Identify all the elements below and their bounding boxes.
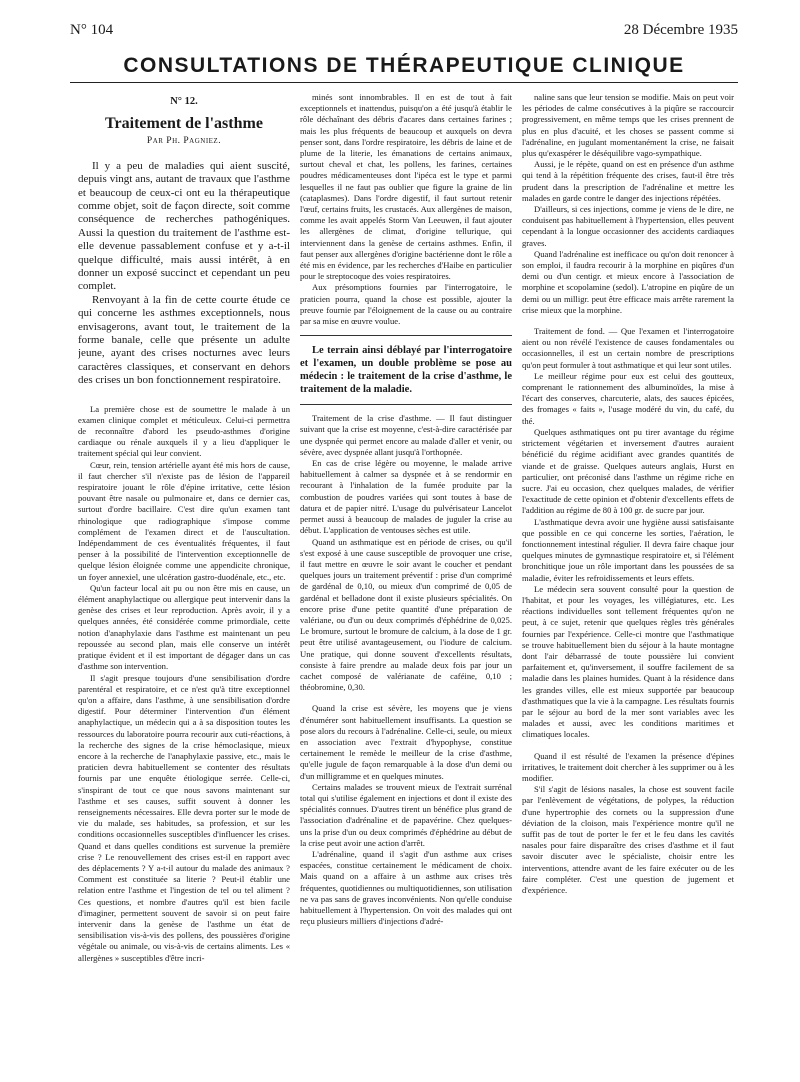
paragraph: Aussi, je le répète, quand on est en présence d'un asthme qui tend à la répétition fréquente des crises, faut-il être très prudent dans la prescription de l'adrénaline et mettre les malades en garde contre le danger des injections répétées.	[522, 159, 734, 203]
paragraph: Qu'un facteur local ait pu ou non être mis en cause, un élément anaphylactique ou allergique peut intervenir dans la genèse des crises et leur reproduction. Après avoir, il y a quelques années, été considérée comme primordiale, cette notion d'anaphylaxie dans l'asthme est maintenant un peu repoussée au second plan, mais elle conserve un intérêt pratique évident et il est important de dégager dans un cas d'asthme son intervention.	[78, 582, 290, 672]
column-3	[522, 92, 734, 1077]
paragraph: Quand l'adrénaline est inefficace ou qu'on doit renoncer à son emploi, il faudra recourir à la morphine en piqûres d'un demi ou d'un centigr. et mieux encore à l'association de morphine et scopolamine (sedol). L'atropine en piqûre de un demi ou un milligr. peut être efficace mais arrête rarement la crise mieux que la morphine.	[522, 248, 734, 315]
section-title: CONSULTATIONS DE THÉRAPEUTIQUE CLINIQUE	[123, 54, 685, 77]
paragraph: En cas de crise légère ou moyenne, le malade arrive habituellement à calmer sa dyspnée et à se rendormir en recourant à l'inhalation de la fumée produite par la combustion de poudres variées qui sont toutes à base de datura et de papier nitré. L'usage du pulvérisateur Lancelot permet aussi à beaucoup de malades de juguler la crise au début. L'application de ventouses sèches est utile.	[300, 458, 512, 536]
article-author: Par Ph. Pagniez.	[146, 135, 222, 146]
paragraph: Quand la crise est sévère, les moyens que je viens d'énumérer sont habituellement insuffisants. La question se pose alors du recours à l'adrénaline. Celle-ci, seule, ou mieux en association avec l'extrait d'hypophyse, constitue certainement le remède le meilleur de la crise d'asthme, qu'elle jugule de façon remarquable à la dose d'un demi ou d'un milligramme et en quelques minutes.	[300, 703, 512, 781]
column-2	[300, 92, 512, 1077]
paragraph: Cœur, rein, tension artérielle ayant été mis hors de cause, il faut chercher s'il n'existe pas de lésion de l'appareil respiratoire jouant le rôle d'épine irritative, cette lésion pouvant être nasale ou pulmonaire et, dans ce dernier cas, surtout d'ordre bacillaire. C'est dire qu'un examen tant rhinologique que radiographique s'impose comme complément de l'examen direct et de l'auscultation. Indépendamment de ces éventualités fréquentes, il faut penser à la possibilité de l'intervention exceptionnelle de quelque lésion éloignée comme une appendicite chronique, un foyer annexiel, une ulcération gastro-duodénale, etc., etc.	[78, 459, 290, 582]
paragraph: Quand il est résulté de l'examen la présence d'épines irritatives, le traitement doit chercher à les supprimer ou à les modifier.	[522, 750, 734, 783]
paragraph: Quelques asthmatiques ont pu tirer avantage du régime strictement végétarien et inversement d'autres auraient bénéficié du régime acidifiant avec grandes quantités de viande et de graisse. Quelques auteurs anglais, Hurst en particulier, ont préconisé dans l'asthme un régime riche en sucre. J'ai eu occasion, chez quelques malades, de vérifier l'exactitude de cette opinion et d'obtenir d'excellents effets de l'addition au régime de 80 à 100 gr. de sucre par jour.	[522, 426, 734, 516]
article-title: Traitement de l'asthme	[105, 114, 263, 132]
paragraph: naline sans que leur tension se modifie. Mais on peut voir les périodes de calme consécutives à la piqûre se raccourcir progressivement, en même temps que les crises prennent de plus en plus d'acuité, et les choses se passent comme si l'adrénaline, en jugulant momentanément la crise, ne faisait plus qu'exaspérer le déséquilibre vago-sympathique.	[522, 92, 734, 159]
paragraph: Renvoyant à la fin de cette courte étude ce qui concerne les asthmes exceptionnels, nous envisagerons, avant tout, le traitement de la forme banale, celle que présente un adulte jeune, ayant des crises nocturnes avec leurs caractères classiques, et conservant en dehors des crises un bon fonctionnement respiratoire.	[78, 293, 290, 387]
paragraph: Traitement de la crise d'asthme. — Il faut distinguer suivant que la crise est moyenne, c'est-à-dire caractérisée par une dyspnée qui permet encore au malade d'aller et venir, ou sévère, avec dyspnée allant jusqu'à l'orthopnée.	[300, 413, 512, 457]
header-rule	[70, 82, 738, 83]
paragraph: Le médecin sera souvent consulté pour la question de l'habitat, et pour les voyages, les villégiatures, etc. Les réactions individuelles sont tellement fréquentes qu'on ne peut, à ce sujet, retenir que quelques règles très générales fournies par l'expérience. Celle-ci montre que l'asthmatique se trouve habituellement bien du séjour à la haute montagne dont l'air débarrassé de toute poussière lui convient parfaitement et, qu'inversement, il souffre facilement de sa maladie dans les plaines humides. Quant à la résidence dans les grandes villes, elle est mieux supportée par beaucoup d'asthmatiques que la vie à la campagne. Les résultats fournis par le séjour au bord de la mer sont variables avec les malades et aussi, avec les conditions maritimes et climatiques locales.	[522, 583, 734, 740]
paragraph: S'il s'agit de lésions nasales, la chose est souvent facile par l'enlèvement de végétations, de polypes, la réduction d'une hypertrophie des cornets ou la suppression d'une déviation de la cloison, mais l'expérience montre qu'il ne suffit pas de tout de porter le fer et le feu dans les cavités nasales pour faire disparaître des crises d'asthme et il faut savoir discuter avec le spécialiste, choisir entre les interventions, attendre avant de les faire exécuter ou de les faire compléter. C'est une question de jugement et d'expérience.	[522, 784, 734, 896]
article-columns	[78, 92, 734, 1077]
page-number: N° 104	[70, 22, 114, 38]
paragraph: Aux présomptions fournies par l'interrogatoire, le praticien pourra, quand la chose est possible, ajouter la preuve fournie par l'éloignement de la cause ou au contraire par sa mise en œuvre voulue.	[300, 282, 512, 327]
paragraph: Le meilleur régime pour eux est celui des goutteux, comprenant le rationnement des albuminoïdes, la mise à l'écart des conserves, charcuterie, alats, des sauces épicées, des fromages « faits », l'usage modéré du vin, du café, du thé.	[522, 370, 734, 426]
lead-text	[78, 160, 290, 388]
paragraph: L'adrénaline, quand il s'agit d'un asthme aux crises espacées, constitue certainement le médicament de choix. Mais quand on a affaire à un asthme aux crises très fréquentes, quotidiennes ou multiquotidiennes, son utilisation ne va pas sans de graves inconvénients. Non qu'elle conduise habituellement à l'hypertension. On voit des malades qui ont reçu plusieurs milliers d'injections d'adré-	[300, 848, 512, 927]
paragraph: Il s'agit presque toujours d'une sensibilisation d'ordre parentéral et respiratoire, et ce n'est qu'à titre exceptionnel qu'on a affaire, dans l'asthme, à une sensibilisation d'ordre digestif. Pour déterminer l'intervention d'un élément anaphylactique, un médecin qui a à sa disposition toutes les ressources du laboratoire pourra recourir aux cuti-réactions, à la recherche des signes de la crise hémoclasique, mieux encore à la recherche de l'anaphylaxie passive, etc., mais le praticien devra habituellement se contenter des résultats fournis par une enquête étiologique serrée. Celle-ci, s'inspirant de tout ce que nous savons maintenant sur l'asthme et ses causes, suffit souvent à donner les renseignements nécessaires. Elle devra porter sur le mode de vie du malade, ses habitudes, sa profession, et sur les conditions occasionnelles susceptibles d'influencer les crises. Quand et dans quelles conditions est survenue la première crise ? Le renouvellement des crises est-il en rapport avec des déplacements ? Y a-t-il autour du malade des animaux ? Comment est constituée sa literie ? Peut-il établir une relation entre l'asthme et l'ingestion de tel ou tel aliment ? Ces questions, et nombre d'autres qu'il est bien facile d'imaginer, permettent souvent de savoir si on peut faire intervenir dans la genèse de l'asthme un état de sensibilisation vis-à-vis des pollens, des poussières d'origine végétale ou animale, ou vis-à-vis de certains aliments. Les « allergènes » susceptibles d'être incri-	[78, 672, 290, 963]
paragraph: Certains malades se trouvent mieux de l'extrait surrénal total qui s'utilise également en injections et dont il existe des spécialités connues. D'autres tirent un bénéfice plus grand de l'association d'adrénaline et de papavérine. Chez quelques-uns la prise d'un ou deux comprimés d'éphédrine au début de la crise peut avoir une action d'arrêt.	[300, 781, 512, 848]
highlight-box	[300, 344, 512, 396]
page-header	[70, 22, 738, 46]
paragraph: L'asthmatique devra avoir une hygiène aussi satisfaisante que possible en ce qui concerne les sorties, l'aération, le fonctionnement intestinal régulier. Il devra faire chaque jour quelques minutes de gymnastique respiratoire et, si l'élément bronchitique joue un rôle important dans les poussées de sa maladie, éviter les refroidissements et leurs effets.	[522, 516, 734, 583]
paragraph: minés sont innombrables. Il en est de tout à fait exceptionnels et inattendus, puisqu'on a été jusqu'à établir le rôle déchaînant des débris d'acares dans certaines farines ; mais les plus fréquents de beaucoup et auxquels on devra penser sont, dans l'ordre respiratoire, les débris de laine et de plume de la literie, les émanations de certains animaux, surtout cheval et chat, les pollens, les farines, certaines poudres médicamenteuses dont l'ipéca est le type et parmi lesquelles il ne faut pas oublier que figure la graine de lin (cataplasmes). Dans l'ordre digestif, il faut surtout retenir l'œuf, certains fruits, les crustacés. Aux allergènes de maison, comme les avait appelés Storm Van Leeuwen, il faut ajouter les allergènes de climat, d'origine tellurique, qui interviennent dans la genèse de certains asthmes. Enfin, il faut penser aux allergènes d'origine bactérienne dont le rôle a été mis en évidence, par les recherches d'Haibe en particulier pour le streptocoque des voies respiratoires.	[300, 92, 512, 282]
issue-date: 28 Décembre 1935	[623, 22, 738, 38]
paragraph: La première chose est de soumettre le malade à un examen clinique complet et méticuleux. Celui-ci permettra de reconnaître d'abord les pseudo-asthmes d'origine cardiaque ou rénale auxquels il y a lieu d'appliquer le traitement spécial qui leur convient.	[78, 403, 290, 459]
paragraph: Traitement de fond. — Que l'examen et l'interrogatoire aient ou non révélé l'existence de causes fondamentales ou occasionnelles, il est un certain nombre de prescriptions qu'on peut formuler à tout asthmatique et qui leur sont utiles.	[522, 326, 734, 370]
paragraph: Il y a peu de maladies qui aient suscité, depuis vingt ans, autant de travaux que l'asthme et beaucoup de ceux-ci ont eu la thérapeutique comme objet, soit de façon directe, soit comme conséquence de recherches pathogéniques. Aussi la question du traitement de l'asthme est-elle devenue passablement confuse et y a-t-il quelque difficulté, mais aussi intérêt, à en donner un exposé succinct et cependant un peu complet.	[78, 159, 290, 293]
column-1	[78, 92, 290, 1077]
article-number: N° 12.	[170, 96, 198, 107]
highlight-text: Le terrain ainsi déblayé par l'interrogatoire et l'examen, un double problème se pose au médecin : le traitement de la crise d'asthme, le traitement de la maladie.	[300, 345, 512, 396]
divider	[300, 335, 512, 336]
divider	[300, 404, 512, 405]
paragraph: D'ailleurs, si ces injections, comme je viens de le dire, ne conduisent pas habituellement à l'hypertension, elles peuvent cependant à la longue occasionner des accidents cardiaques graves.	[522, 204, 734, 248]
paragraph: Quand un asthmatique est en période de crises, ou qu'il s'est exposé à une cause susceptible de provoquer une crise, il faut mettre en œuvre le soir avant le coucher et pendant quelques jours un traitement préventif : prise d'un comprimé de gardénal de 0,10, ou mieux d'un comprimé de 0,05 de gardénal et belladone dont il existe plusieurs spécialités. On encore prise d'une petite quantité d'une préparation de valériane, ou d'un ou deux comprimés d'éphédrine de 0,025. Le bromure, surtout le bromure de calcium, à la dose de 1 gr. peut être utilisé avantageusement, ou l'iodure de calcium. Une pratique, qui donne souvent d'excellents résultats, consiste à faire prendre au malade deux fois par jour un cachet composé de valérianate de caféine, 0,10 ; théobromine, 0,30.	[300, 536, 512, 693]
